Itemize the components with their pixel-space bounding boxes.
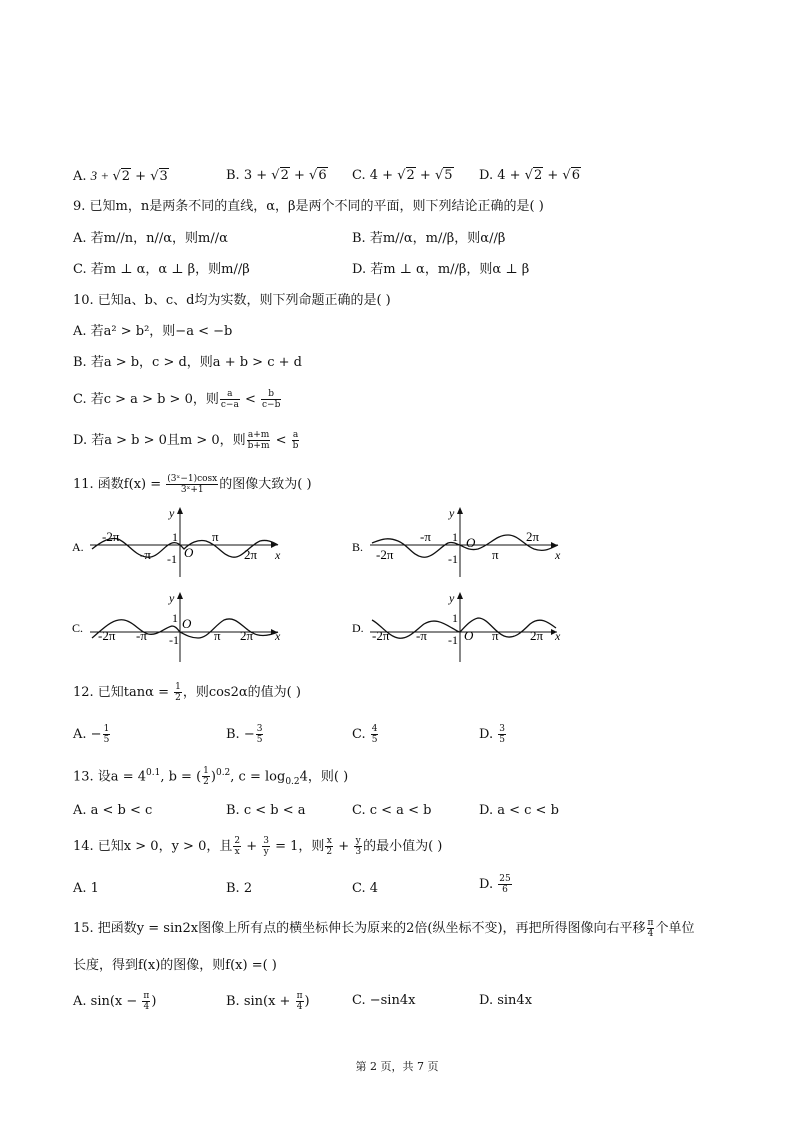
graph-c-label-pos: π xyxy=(214,628,221,643)
graph-d-one: 1 xyxy=(452,611,458,625)
q9-stem: 9. 已知m，n是两条不同的直线，α，β是两个不同的平面，则下列结论正确的是( ) xyxy=(73,199,544,214)
graph-d-label-neg: -π xyxy=(416,628,427,643)
graph-a-y-arrow xyxy=(177,507,183,514)
q13-option-c: C. c < a < b xyxy=(352,803,432,818)
graph-d-origin: O xyxy=(464,628,474,643)
q15-option-c: C. −sin4x xyxy=(352,993,416,1008)
graph-d-y-arrow xyxy=(457,592,463,599)
q14-stem: 14. 已知x > 0，y > 0，且 $\frac{2}{x}$ + $\frac{3}{y}$ = 1，则 $\frac{x}{2}$ + $\frac{y}{3}$ 的最小值为( ) xyxy=(73,836,443,857)
graph-a-one: 1 xyxy=(172,530,178,544)
q10-option-a: A. 若a² > b²，则−a < −b xyxy=(73,324,233,339)
graph-a-label: A. xyxy=(72,540,84,554)
graph-c-label-neg: -π xyxy=(136,628,147,643)
graph-a-origin: O xyxy=(184,545,194,560)
graph-b-label-neg: -π xyxy=(420,529,431,544)
graph-d-label-right: 2π xyxy=(530,628,544,643)
graph-a-neg-one: -1 xyxy=(167,552,177,566)
graph-option-c xyxy=(72,588,287,670)
graph-b-neg-one: -1 xyxy=(448,552,458,566)
graph-c-label: C. xyxy=(72,621,84,635)
graph-option-d xyxy=(352,588,567,670)
graph-a-label-neg: -π xyxy=(140,547,151,562)
graph-a-x-label: x xyxy=(275,548,281,562)
q13-option-b: B. c < b < a xyxy=(226,803,306,818)
graph-b-x-label: x xyxy=(555,548,561,562)
graph-d-label-left: -2π xyxy=(372,628,390,643)
graph-d-label: D. xyxy=(352,621,364,635)
graph-c-label-right: 2π xyxy=(240,628,254,643)
q14-option-b: B. 2 xyxy=(226,881,253,896)
q8-option-a: A. 3 + √2 + √3 xyxy=(73,168,168,184)
page-footer: 第 2 页，共 7 页 xyxy=(355,1060,439,1073)
graph-d-neg-one: -1 xyxy=(448,633,458,647)
graph-c-y-arrow xyxy=(177,592,183,599)
q10-stem: 10. 已知a、b、c、d均为实数，则下列命题正确的是( ) xyxy=(73,293,391,308)
q14-option-a: A. 1 xyxy=(73,881,99,896)
q15-option-a: A. sin(x − $\frac{\pi}{4}$ ) xyxy=(73,991,157,1012)
q15-stem-line1: 15. 把函数y = sin2x图像上所有点的横坐标伸长为原来的2倍(纵坐标不变)，再把所得图像向右平移 $\frac{\pi}{4}$ 个单位 xyxy=(73,918,695,939)
q11-stem: 11. 函数f(x) = $\frac{\text{(3ˣ−1)cosx}}{\text{3ˣ+1}}$ 的图像大致为( ) xyxy=(73,474,312,495)
q10-option-b: B. 若a > b，c > d，则a + b > c + d xyxy=(73,355,302,370)
q12-stem: 12. 已知tanα = $\frac{1}{2}$ ，则cos2α的值为( ) xyxy=(73,682,301,703)
q9-option-b: B. 若m//α，m//β，则α//β xyxy=(352,231,506,246)
graph-d-x-label: x xyxy=(555,629,561,643)
q12-option-c: C. $\frac{4}{5}$ xyxy=(352,724,378,745)
graph-option-a xyxy=(72,505,287,584)
q12-option-b: B. − $\frac{3}{5}$ xyxy=(226,724,263,745)
graph-option-b xyxy=(352,505,567,584)
q14-option-c: C. 4 xyxy=(352,881,379,896)
graph-c-origin: O xyxy=(182,616,192,631)
graph-c-label-left: -2π xyxy=(98,628,116,643)
q13-option-d: D. a < c < b xyxy=(479,803,559,818)
graph-a-label-left: -2π xyxy=(102,529,120,544)
q14-option-d: D. $\frac{25}{6}$ xyxy=(479,874,511,895)
graph-b-y-arrow xyxy=(457,507,463,514)
q8-option-c: C. 4 + √2 + √5 xyxy=(352,168,453,183)
graph-a-y-label: y xyxy=(169,506,175,520)
graph-d-y-label: y xyxy=(449,591,455,605)
graph-b-label-left: -2π xyxy=(376,547,394,562)
q9-option-a: A. 若m//n，n//α，则m//α xyxy=(73,231,228,246)
graph-b-label-pos: π xyxy=(492,547,499,562)
q9-option-c: C. 若m ⊥ α，α ⊥ β，则m//β xyxy=(73,262,250,277)
graph-a-label-pos: π xyxy=(212,529,219,544)
q15-option-b: B. sin(x + $\frac{\pi}{4}$ ) xyxy=(226,991,310,1012)
q15-stem-line2: 长度，得到f(x)的图像，则f(x) =( ) xyxy=(73,958,277,973)
q8-option-b: B. 3 + √2 + √6 xyxy=(226,168,327,183)
q8-option-d: D. 4 + √2 + √6 xyxy=(479,168,580,183)
graph-c-neg-one: -1 xyxy=(169,633,179,647)
graph-c-one: 1 xyxy=(172,611,178,625)
q13-option-a: A. a < b < c xyxy=(73,803,153,818)
q10-option-c: C. 若c > a > b > 0，则 $\frac{a}{c-a}$ < $\frac{b}{c-b}$ xyxy=(73,389,281,410)
q15-option-d: D. sin4x xyxy=(479,993,533,1008)
graph-b-label-right: 2π xyxy=(526,529,540,544)
graph-c-x-label: x xyxy=(275,629,281,643)
q13-stem: 13. 设$a = 4^{0.1}$, b = ( $\frac{1}{2}$ )$^{0.2}$, $c = \log_{0.2}4$，则( ) xyxy=(73,766,349,788)
graph-b-one: 1 xyxy=(452,530,458,544)
q12-option-a: A. − $\frac{1}{5}$ xyxy=(73,724,110,745)
graph-b-origin: O xyxy=(466,535,476,550)
graph-a-label-right: 2π xyxy=(244,547,258,562)
q10-option-d: D. 若a > b > 0且m > 0，则 $\frac{a+m}{b+m}$ < $\frac{a}{b}$ xyxy=(73,430,299,451)
q9-option-d: D. 若m ⊥ α，m//β，则α ⊥ β xyxy=(352,262,530,277)
graph-c-y-label: y xyxy=(169,591,175,605)
q12-option-d: D. $\frac{3}{5}$ xyxy=(479,724,505,745)
graph-d-label-pos: π xyxy=(492,628,499,643)
graph-b-label: B. xyxy=(352,540,364,554)
graph-b-y-label: y xyxy=(449,506,455,520)
